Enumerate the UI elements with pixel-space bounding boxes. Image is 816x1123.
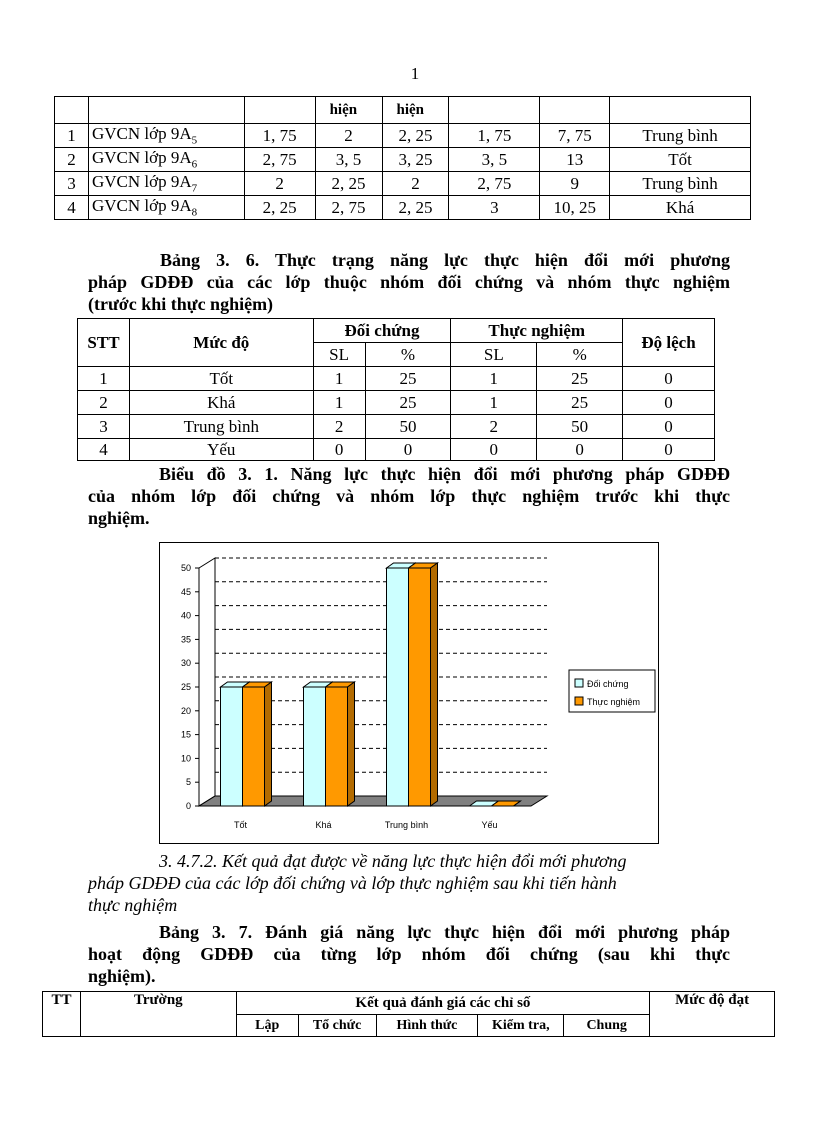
x-tick-label: Khá xyxy=(315,820,332,830)
subheader-cell: Tổ chức xyxy=(298,1015,376,1037)
table-continued xyxy=(54,96,751,220)
bar xyxy=(243,682,272,806)
bar-front xyxy=(326,687,348,806)
y-tick-label: 15 xyxy=(180,729,191,740)
legend-swatch-experiment xyxy=(575,697,583,705)
legend-label: Đối chứng xyxy=(587,679,629,689)
table-3-7 xyxy=(42,991,775,1037)
y-tick-label: 25 xyxy=(180,682,191,692)
header-tt: TT xyxy=(43,992,81,1037)
y-tick-label: 5 xyxy=(185,777,191,788)
table-row: 3 GVCN lớp $9A_7$ 2 2, 25 2 2, 75 9 Trung bình xyxy=(55,172,751,196)
header-level: Mức độ xyxy=(129,319,313,367)
bar-side xyxy=(265,682,272,806)
bar-front xyxy=(409,568,431,806)
x-tick-label: Yếu xyxy=(481,820,498,830)
subheader-cell: Chung xyxy=(564,1015,650,1037)
table-header-cell: hiện xyxy=(315,97,382,124)
y-tick-label: 20 xyxy=(180,705,191,716)
table-row: 4 Yếu 0 0 0 0 0 xyxy=(78,439,715,461)
table-row: 2 GVCN lớp $9A_6$ 2, 75 3, 5 3, 25 3, 5 13 Tốt xyxy=(55,148,751,172)
table-header-row xyxy=(55,97,751,124)
table-row: 3 Trung bình 2 50 2 50 0 xyxy=(78,415,715,439)
subheader-cell: Kiểm tra, xyxy=(478,1015,564,1037)
header-experiment: Thực nghiệm xyxy=(451,319,623,343)
y-tick-label: 0 xyxy=(185,801,191,811)
y-tick-label: 45 xyxy=(180,586,191,597)
table-header-cell: hiện xyxy=(382,97,449,124)
y-tick-label: 40 xyxy=(180,610,191,621)
y-tick-label: 50 xyxy=(180,563,191,573)
bar-side xyxy=(431,563,438,806)
y-tick-label: 30 xyxy=(180,658,191,669)
table-3-6: STT Mức độ Đối chứng Thực nghiệm Độ lệch SL % SL % 1 Tốt 1 25 1 25 0 2 Khá 1 25 1 25 0 3 Trung bình 2 50 2 50 0 4 Yếu 0 0 0 0 0 xyxy=(77,318,715,461)
table-row: 1 Tốt 1 25 1 25 0 xyxy=(78,367,715,391)
bar-front xyxy=(221,687,243,806)
legend-label: Thực nghiệm xyxy=(587,697,641,707)
header-results: Kết quả đánh giá các chỉ số xyxy=(236,992,649,1015)
header-school: Trường xyxy=(80,992,236,1037)
section-heading: 3. 4.7.2. Kết quả đạt được về năng lực thực hiện đổi mới phương pháp GDĐĐ của các lớp đối chứng và lớp thực nghiệm sau khi tiến hành thực nghiệm xyxy=(88,851,627,915)
table-caption: Bảng 3. 6. Thực trạng năng lực thực hiện đổi mới phương pháp GDĐĐ của các lớp thuộc nhóm đối chứng và nhóm thực nghiệm (trước khi thực nghiệm) xyxy=(88,250,730,314)
y-tick-label: 10 xyxy=(180,753,191,764)
page-number: 1 xyxy=(410,64,420,83)
table-row: 2 Khá 1 25 1 25 0 xyxy=(78,391,715,415)
header-stt: STT xyxy=(78,319,130,367)
bar xyxy=(326,682,355,806)
bar-chart xyxy=(159,542,659,844)
x-tick-label: Tốt xyxy=(233,820,248,830)
bar-front xyxy=(387,568,409,806)
subheader-cell: Lập xyxy=(236,1015,298,1037)
table-caption: Bảng 3. 7. Đánh giá năng lực thực hiện đổi mới phương pháp hoạt động GDĐĐ của từng lớp nhóm đối chứng (sau khi thực nghiệm). xyxy=(88,922,730,986)
x-tick-label: Trung bình xyxy=(384,820,429,830)
bar-front xyxy=(243,687,265,806)
header-control: Đối chứng xyxy=(313,319,451,343)
table-row: 1 GVCN lớp $9A_5$ 1, 75 2 2, 25 1, 75 7, 75 Trung bình xyxy=(55,124,751,148)
bar xyxy=(409,563,438,806)
y-tick-label: 35 xyxy=(180,634,191,645)
legend-swatch-control xyxy=(575,679,583,687)
header-deviation: Độ lệch xyxy=(623,319,715,367)
table-row: 4 GVCN lớp $9A_8$ 2, 25 2, 75 2, 25 3 10, 25 Khá xyxy=(55,196,751,220)
chart-caption: Biểu đồ 3. 1. Năng lực thực hiện đổi mới phương pháp GDĐĐ của nhóm lớp đối chứng và nhóm lớp thực nghiệm trước khi thực nghiệm. xyxy=(88,464,730,528)
subheader-cell: Hình thức xyxy=(376,1015,478,1037)
header-achieved-level: Mức độ đạt xyxy=(650,992,775,1037)
bar-front xyxy=(304,687,326,806)
bar-side xyxy=(348,682,355,806)
